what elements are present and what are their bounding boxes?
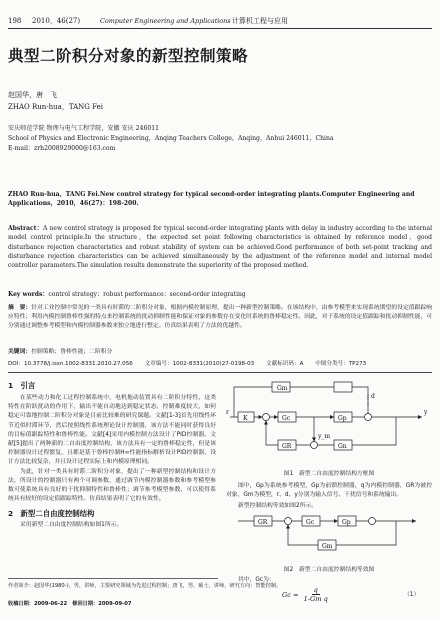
abstract-cn xyxy=(8,304,432,332)
article-number: 文章编号：1002-8331(2010)27-0198-03 xyxy=(144,361,255,367)
signal-ym: y_m xyxy=(318,433,331,440)
eq-sum-1 xyxy=(285,518,292,525)
keywords-cn-label: 关键词： xyxy=(8,349,32,355)
signal-y: y xyxy=(424,409,428,416)
affiliation-cn: 安庆师范学院 物理与电气工程学院，安徽 安庆 246011 xyxy=(8,125,159,132)
doi-line xyxy=(8,360,432,369)
block-gp-reference xyxy=(334,382,352,392)
equation-1-number: （1） xyxy=(404,592,420,598)
citation-en: ZHAO Run-hua，TANG Fei.New control strategy for typical second-order integrating plants.Computer Engineering and Applications，2010，46(27)：198-200. xyxy=(8,191,415,208)
section-2-paragraph-1: 采用新型二自由度控制结构如图1所示。 xyxy=(20,522,123,529)
sum-junction-1 xyxy=(263,414,270,421)
footnote-divider xyxy=(8,578,218,579)
section-1-title: 1 引言 xyxy=(8,381,36,390)
paper-title: 典型二阶积分对象的新型控制策略 xyxy=(8,47,249,65)
abstract-en-label: Abstract： xyxy=(8,225,44,232)
label-gr: GR xyxy=(282,443,292,450)
eq-sum-2 xyxy=(369,518,376,525)
label-gc: Gc xyxy=(282,415,291,422)
journal-name-cn: 计算机工程与应用 xyxy=(232,17,288,25)
journal-name-en: Computer Engineering and Applications xyxy=(100,17,231,25)
abstract-cn-label: 摘 要： xyxy=(8,305,32,311)
keywords-en-label: Key words： xyxy=(8,291,49,298)
figure-2-caption: 图2 新型二自由度控制结构等效图 xyxy=(283,567,375,573)
equation-numerator: q xyxy=(313,586,318,594)
eq-label-gr: GR xyxy=(258,519,268,526)
keywords-en xyxy=(8,290,432,299)
equation-fraction xyxy=(302,586,330,603)
left-column xyxy=(8,380,216,531)
authors-en: ZHAO Run-hua，TANG Fei xyxy=(8,103,103,111)
affiliation-block xyxy=(8,124,428,154)
right-paragraph-1: 图中，Gp为系统参考模型，Gp为前馈控制器，q为内模控制器，GR为被控对象，Gm为模型，r、d、y分别为输入信号、干扰信号和系统输出。 xyxy=(226,483,432,499)
label-k: K xyxy=(243,415,248,422)
figure-2-equivalent-diagram xyxy=(236,512,422,562)
author-email[interactable]: E-mail：zrh2008929000@163.com xyxy=(8,145,116,152)
sum-junction-3 xyxy=(311,442,318,449)
figure-1-caption: 图1 新型二自由度控制结构方框图 xyxy=(283,471,375,477)
keywords-cn xyxy=(8,348,432,357)
abstract-cn-text: 针对工业控制中常见的一类具有时滞的二阶积分对象，根据内模控制原理，提出一种新型控制策略。在该结构中，由参考模型来实现系统期望的设定值跟踪响应特性；利用内模控制鲁棒性强的特点来控制系统的扰动抑制性能和保证对象的参数存在变化时系统的鲁棒稳定性。因此，对于系统的设定值跟踪和扰动抑制性能，可分别通过调整参考模型和内模控制器参数来独立地进行整定。仿真结果表明了方法的优越性。 xyxy=(8,305,432,330)
author-footnote: 作者简介：赵国华(1980-)，男，讲师，主要研究领域为先进过程控制；唐飞，男，硕士，讲师，研究方向：智能控制。 xyxy=(8,583,282,589)
received-dates: 收稿日期：2009-06-22 修回日期：2009-09-07 xyxy=(8,601,132,607)
keywords-en-text: control strategy；robust performance；second-order integrating xyxy=(48,291,246,298)
label-gm: Gm xyxy=(277,385,288,392)
keywords-cn-text: 控制策略；鲁棒性能；二阶积分 xyxy=(31,349,113,355)
document-code: 文献标识码：A xyxy=(266,361,304,367)
figure-1-block-diagram xyxy=(226,378,432,466)
clc-number: 中图分类号：TP273 xyxy=(315,361,367,367)
doi[interactable]: DOI：10.3778/j.issn.1002-8331.2010.27.056 xyxy=(8,361,133,367)
right-paragraph-3: 其中，Gc为： xyxy=(238,577,275,583)
equation-lhs: Gc = xyxy=(282,590,299,599)
eq-label-gp: Gp xyxy=(342,519,351,526)
affiliation-en: School of Physics and Electronic Engineering，Anqing Teachers College，Anqing，Anhui 246011，China xyxy=(8,135,334,142)
eq-label-gm: Gm xyxy=(322,543,333,550)
section-1-paragraph-1: 在某些动力和化工过程控制系统中，电机拖动装置具有二阶积分特性，这类特性在阶跃扰动的作用下，输出不能自动地达到稳定状态，控制难度较大，如何稳定可靠地控制二阶积分对象是目前比较难的研究课题。文献[1-3]首先用线性环节近似时滞环节，然后按照线性系统理论设计控制器，该方法不能同时获得良好的目标值跟踪特性和鲁棒性能。文献[4]采用内模控制方法设计了PID控制器。文献[5]提出了两种新的二自由度控制结构，该方法具有一定的鲁棒稳定性，但是该控制器设计过程繁复，且都是基于鲁棒控制H∞性能指标解析设计PID控制器，设计方法比较复杂，并且设计过程实际上和内模原理相同。 xyxy=(8,395,216,466)
signal-r: r xyxy=(226,409,229,416)
section-2-title: 2 新型二自由度控制结构 xyxy=(8,509,95,519)
equation-denominator: 1-Gm q xyxy=(303,595,328,603)
section-1-paragraph-2: 为此，针对一类具有时滞二阶积分对象，提出了一种新型控制结构和设计方法，所设计的控制器只有两个可调参数，通过调节内模控制器参数和参考模型参数可使系统具有良好的干扰抑制特性和鲁棒性；调节参考模型参数，可以使得系统具有较好的设定值跟踪特性。仿真结果表明了它的有效性。 xyxy=(8,468,216,503)
label-gp: Gp xyxy=(338,415,347,422)
abstract-en-text: A new control strategy is proposed for typical second-order integrating plants with delay in industry according to the internal model control principle.In the structure，the expected set point following characteristics is obtained by reference model，good disturbance rejection characteristics and robust stability of system can be achieved.Good performance of both set-point tracking and disturbance rejection characteristics can be achieved simultaneously by the adjustment of the reference model and internal model controller parameters.The simulation results demonstrate the superiority of the proposed method. xyxy=(8,225,432,270)
header-divider xyxy=(8,372,432,373)
page-number: 198 xyxy=(8,17,22,25)
running-header xyxy=(8,14,432,29)
signal-d: d xyxy=(371,393,375,400)
sum-junction-2 xyxy=(365,414,372,421)
authors-cn: 赵国华，唐 飞 xyxy=(8,91,57,99)
eq-label-gc: Gc xyxy=(306,519,315,526)
equation-1 xyxy=(282,586,330,603)
label-gn: Gn xyxy=(338,443,347,450)
abstract-en xyxy=(8,224,432,270)
right-paragraph-2: 新型控制结构等效如图2所示。 xyxy=(238,503,318,509)
volume-info: 2010，46(27) xyxy=(32,17,81,25)
